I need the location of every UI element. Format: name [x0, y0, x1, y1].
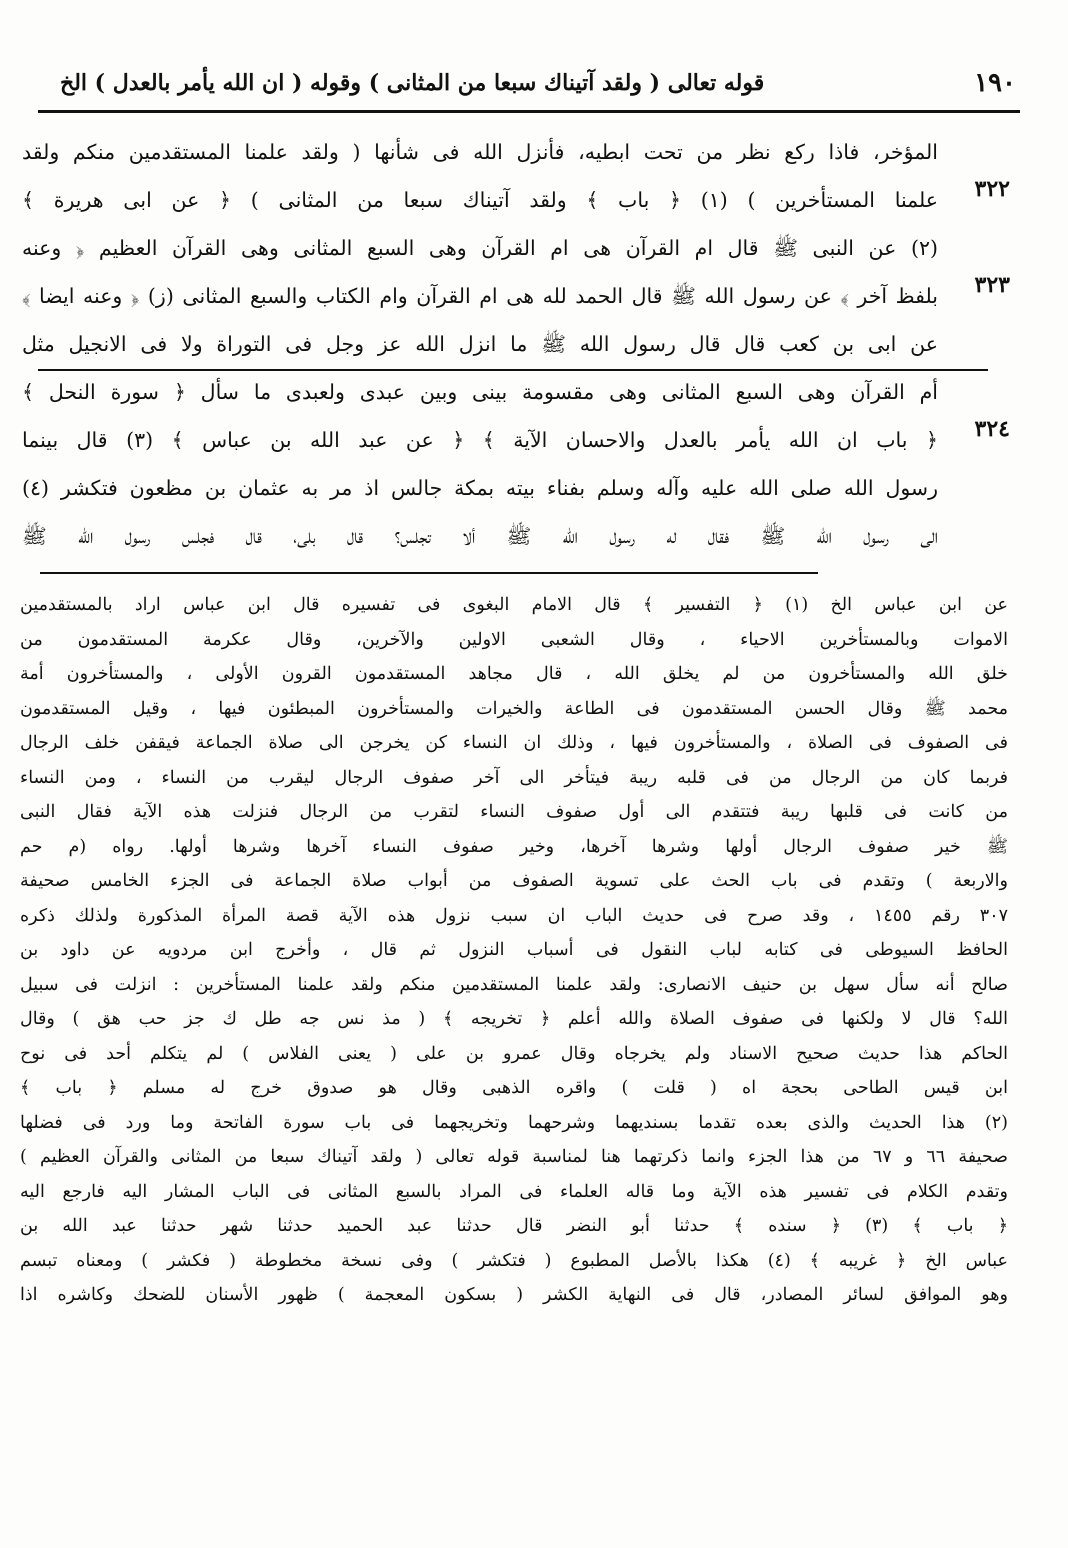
footnote-line: عن ابن عباس الخ (١) ﴿ التفسير ﴾ قال الامام البغوى فى تفسيره قال ابن عباس اراد بالمستقدمين: [20, 595, 1008, 615]
footnote-line: الاموات وبالمستأخرين الاحياء ، وقال الشعبى الاولين والآخرين، وقال عكرمة المستقدمون من: [20, 629, 1008, 650]
footnote-line: خلق الله والمستأخرون من لم يخلق الله ، قال مجاهد المستقدمون القرون الأولى ، والمستأخرون أمة: [20, 664, 1008, 684]
footnote-line: ﷺ خير صفوف الرجال أولها وشرها آخرها، وخير صفوف النساء آخرها وشرها أولها. رواه (م حم: [20, 836, 1008, 857]
main-text-line: علمنا المستأخرين ) (١) ﴿ باب ﴾ ولقد آتيناك سبعا من المثانى ) ﴿ عن ابى هريرة ﴾: [22, 188, 938, 212]
hadith-number: ٣٢٣: [974, 272, 1010, 298]
footnote-line: ابن قيس الطاحى بحجة اه ( قلت ) واقره الذهبى وقال هو صدوق خرج له مسلم ﴿ باب ﴾: [20, 1078, 1008, 1098]
main-text-line: الى رسول الله ﷺ فقال له رسول الله ﷺ ألا تجلس؟ قال بلى، قال فجلس رسول الله ﷺ: [22, 524, 938, 548]
main-text-line: رسول الله صلى الله عليه وآله وسلم بفناء بيته بمكة جالس اذ مر به عثمان بن مظعون فتكشر (٤): [22, 476, 938, 500]
main-text-line: (٢) عن النبى ﷺ قال ام القرآن هى ام القرآن وهى السبع المثانى وهى القرآن العظيم ﴿ وعنه: [22, 236, 938, 260]
footnote-line: فى الصفوف فى الصلاة ، والمستأخرون فيها ، وذلك ان النساء كن يخرجن الى صلاة الجماعة فيقفن خلف الرجال: [20, 733, 1008, 753]
footnote-line: ﴿ باب ﴾ (٣) ﴿ سنده ﴾ حدثنا أبو النضر قال حدثنا عبد الحميد حدثنا شهر حدثنا عبد الله بن: [20, 1216, 1008, 1236]
footnote-line: ٣٠٧ رقم ١٤٥٥ ، وقد صرح فى حديث الباب ان سبب نزول هذه الآية قصة المرأة المذكورة ولذلك ذكره: [20, 905, 1008, 926]
footnote-line: وهو الموافق لسائر المصادر، قال فى النهاية الكشر ( بسكون المعجمة ) ظهور الأسنان للضحك وكاشره اذا: [20, 1285, 1008, 1305]
page-number: ١٩٠: [974, 68, 1016, 98]
footnote-line: وتقدم الكلام فى تفسير هذه الآية وما قاله العلماء فى المراد بالسبع المثانى فى الباب المشار اليه فارجع اليه: [20, 1181, 1008, 1202]
main-text-line: بلفظ آخر ﴾ عن رسول الله ﷺ قال الحمد لله هى ام القرآن وام الكتاب والسبع المثانى (ز) ﴿ وعنه ايضا ﴾: [22, 284, 938, 308]
footnote-line: الحاكم هذا حديث صحيح الاسناد ولم يخرجاه وقال عمرو بن على ( يعنى الفلاس ) لم يتكلم أحد فى نوح: [20, 1043, 1008, 1064]
running-title: قوله تعالى ( ولقد آتيناك سبعا من المثانى ) وقوله ( ان الله يأمر بالعدل ) الخ: [60, 70, 765, 96]
footnotes: [20, 588, 1008, 1313]
footnote-line: من كانت فى قلبها ريبة فتتقدم الى أول صفوف النساء لتقرب من الرجال فنزلت هذه الآية فقال النبى: [20, 802, 1008, 822]
footnote-line: الله؟ قال لا ولكنها فى صفوف الصلاة والله أعلم ﴿ تخريجه ﴾ ( مذ نس جه طل ك جز حب هق ) وقال: [20, 1009, 1008, 1029]
footnote-line: صحيفة ٦٦ و ٦٧ من هذا الجزء وانما ذكرتهما هنا لمناسبة قوله تعالى ( ولقد آتيناك سبعا من المثانى والقرآن العظيم ): [20, 1147, 1008, 1167]
footnote-line: محمد ﷺ وقال الحسن المستقدمون فى الطاعة والخيرات والمستأخرون المبطئون فيها ، وقيل المستقدمون: [20, 698, 1008, 719]
main-text-line: أم القرآن وهى السبع المثانى وهى مقسومة بينى وبين عبدى ولعبدى ما سأل ﴿ سورة النحل ﴾: [22, 380, 938, 404]
main-text-line: عن ابى بن كعب قال قال رسول الله ﷺ ما انزل الله عز وجل فى التوراة ولا فى الانجيل مثل: [22, 332, 938, 356]
page-header: [60, 66, 1016, 100]
main-text: [22, 128, 938, 560]
main-text-line: ﴿ باب ان الله يأمر بالعدل والاحسان الآية ﴾ ﴿ عن عبد الله بن عباس ﴾ (٣) قال بينما: [22, 428, 938, 452]
chapter-rule: [38, 369, 988, 371]
footnote-line: عباس الخ ﴿ غريبه ﴾ (٤) هكذا بالأصل المطبوع ( فتكشر ) وفى نسخة مخطوطة ( فكشر ) ومعناه تبسم: [20, 1250, 1008, 1271]
footnote-line: والاربعة ) وتقدم فى باب الحث على تسوية الصفوف من أبواب صلاة الجماعة فى الجزء الخامس صحيفة: [20, 871, 1008, 891]
hadith-number: ٣٢٢: [974, 176, 1010, 202]
header-rule: [38, 110, 1020, 113]
footnote-line: فربما كان من الرجال من فى قلبه ريبة فيتأخر الى آخر صفوف الرجال ليقرب من النساء ، ومن النساء: [20, 767, 1008, 788]
hadith-number: ٣٢٤: [974, 416, 1010, 442]
footnote-line: الحافظ السيوطى فى كتابه لباب النقول فى أسباب النزول ثم قال ، وأخرج ابن مردويه عن داود بن: [20, 940, 1008, 960]
footnote-line: (٢) هذا الحديث والذى بعده تقدما بسنديهما وشرحهما وتخريجهما فى باب سورة الفاتحة وما ورد فى فضلها: [20, 1112, 1008, 1133]
footnote-separator: [40, 572, 818, 574]
main-text-line: المؤخر، فاذا ركع نظر من تحت ابطيه، فأنزل الله فى شأنها ( ولقد علمنا المستقدمين منكم ولقد: [22, 140, 938, 164]
footnote-line: صالح أنه سأل سهل بن حنيف الانصارى: ولقد علمنا المستقدمين منكم ولقد علمنا المستأخرين : انزلت فى سبيل: [20, 974, 1008, 995]
